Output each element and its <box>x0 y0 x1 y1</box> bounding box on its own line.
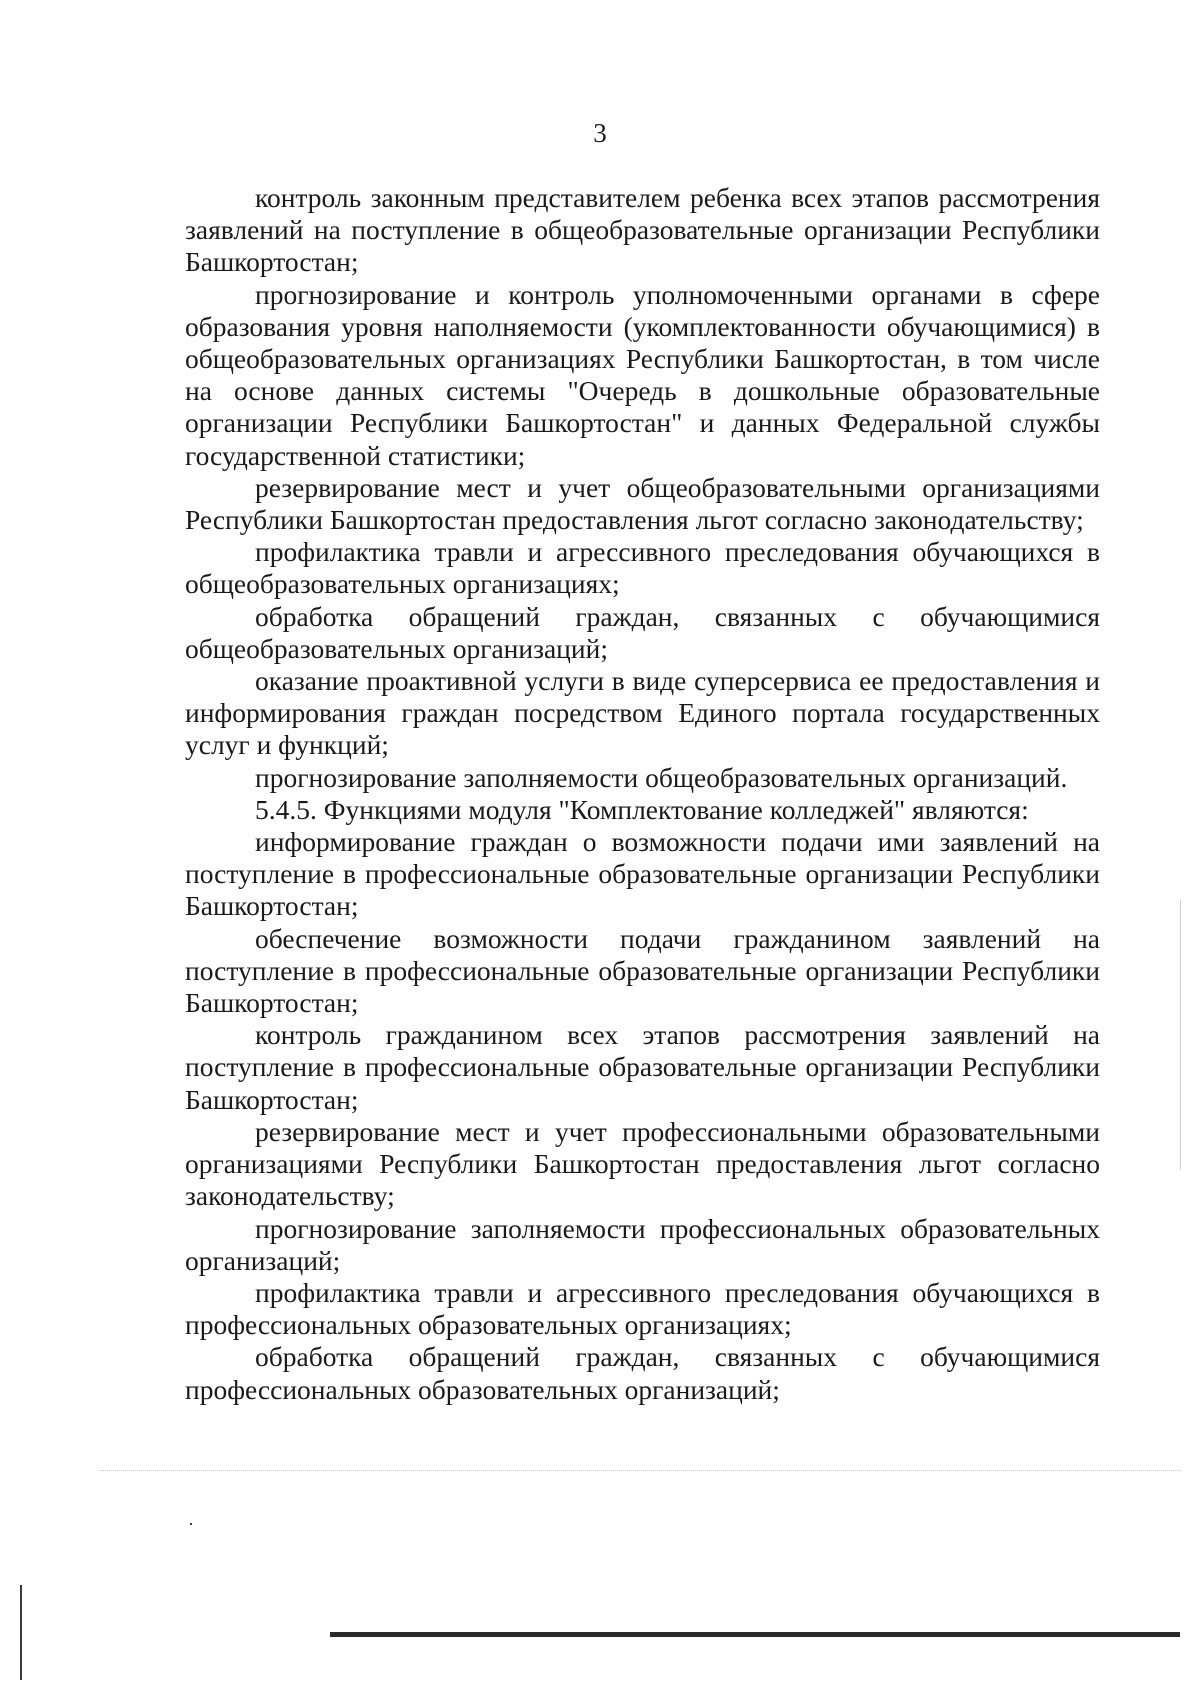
page-number: 3 <box>593 118 607 148</box>
scan-artifact-dot <box>190 1523 192 1525</box>
paragraph: профилактика травли и агрессивного преследования обучающихся в общеобразовательных организациях; <box>185 536 1100 600</box>
paragraph: информирование граждан о возможности подачи ими заявлений на поступление в профессиональные образовательные организации Республики Башкортостан; <box>185 826 1100 922</box>
paragraph: оказание проактивной услуги в виде суперсервиса ее предоставления и информирования граждан посредством Единого портала государственных услуг и функций; <box>185 665 1100 761</box>
paragraph: профилактика травли и агрессивного преследования обучающихся в профессиональных образовательных организациях; <box>185 1276 1100 1341</box>
scan-artifact-right-edge <box>1180 900 1181 1170</box>
paragraph: обеспечение возможности подачи гражданином заявлений на поступление в профессиональные образовательные организации Республики Башкортостан; <box>185 922 1100 1019</box>
paragraph: прогнозирование заполняемости профессиональных образовательных организаций; <box>185 1212 1100 1276</box>
scan-artifact-bottom-bar <box>330 1632 1180 1637</box>
paragraph: обработка обращений граждан, связанных с обучающимися профессиональных образовательных организаций; <box>185 1341 1100 1405</box>
paragraph: контроль гражданином всех этапов рассмотрения заявлений на поступление в профессиональные образовательные организации Республики Башкортостан; <box>185 1019 1100 1115</box>
document-body <box>185 182 1100 1406</box>
paragraph: резервирование мест и учет профессиональными образовательными организациями Республики Башкортостан предоставления льгот согласно законодательству; <box>185 1115 1100 1212</box>
paragraph: обработка обращений граждан, связанных с обучающимися общеобразовательных организаций; <box>185 600 1100 664</box>
paragraph: резервирование мест и учет общеобразовательными организациями Республики Башкортостан предоставления льгот согласно законодательству; <box>185 471 1100 536</box>
scan-artifact-line <box>100 1470 1180 1471</box>
section-heading-5-4-5: 5.4.5. Функциями модуля "Комплектование колледжей" являются: <box>255 793 1029 825</box>
scan-artifact-left-edge <box>20 1585 22 1680</box>
paragraph: прогнозирование заполняемости общеобразовательных организаций. <box>255 761 1068 793</box>
paragraph: прогнозирование и контроль уполномоченными органами в сфере образования уровня наполняемости (укомплектованности обучающимися) в общеобразовательных организациях Республики Башкортостан, в том числе на основе данных системы "Очередь в дошкольные образовательные организации Республики Башкортостан" и данных Федеральной службы государственной статистики; <box>185 278 1100 471</box>
paragraph: контроль законным представителем ребенка всех этапов рассмотрения заявлений на поступление в общеобразовательные организации Республики Башкортостан; <box>185 182 1100 278</box>
